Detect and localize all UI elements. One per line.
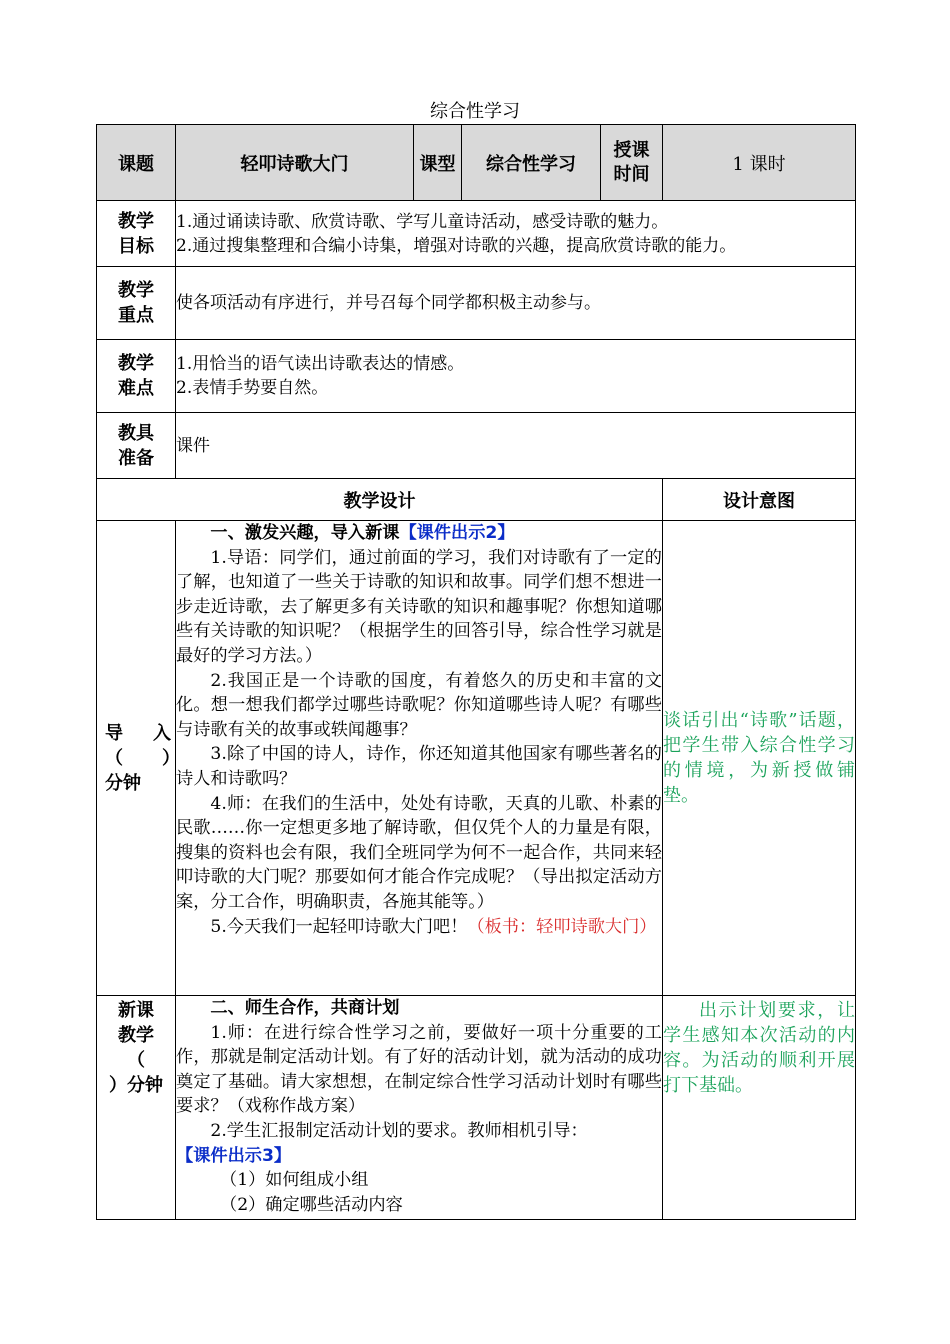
goals-label: 教学 目标 [97,201,176,267]
goals-row [97,201,856,267]
section1-paragraph: 1.导语：同学们，通过前面的学习，我们对诗歌有了一定的了解，也知道了一些关于诗歌的知识和故事。同学们想不想进一步走近诗歌，去了解更多有关诗歌的知识和趣事呢？你想知道哪些有关诗歌的知识呢？（根据学生的回答引导，综合性学习就是最好的学习方法。） [176,547,662,666]
section2-intent [663,996,856,1220]
topic-value: 轻叩诗歌大门 [176,125,414,201]
section1-content [176,521,663,996]
goal-item: 2.通过搜集整理和合编小诗集，增强对诗歌的兴趣，提高欣赏诗歌的能力。 [176,235,737,256]
difficulty-item: 2.表情手势要自然。 [176,378,329,398]
header-row [97,125,856,201]
section2-content [176,996,663,1220]
section2-paragraph: 2.学生汇报制定活动计划的要求。教师相机引导： [210,1120,588,1141]
section1-intent [663,521,856,996]
topic-label: 课题 [97,125,176,201]
section2-paragraph: 1.师：在进行综合性学习之前，要做好一项十分重要的工作，那就是制定活动计划。有了好的活动计划，就为活动的成功奠定了基础。请大家想想，在制定综合性学习活动计划时有哪些要求？（戏称作战方案） [176,1022,662,1117]
goal-item: 1.通过诵读诗歌、欣赏诗歌、学写儿童诗活动，感受诗歌的魅力。 [176,211,669,232]
section1-heading-tag: 【课件出示2】 [399,523,515,543]
lesson-plan-table [96,124,856,1220]
section1-paragraph: 4.师：在我们的生活中，处处有诗歌，天真的儿歌、朴素的民歌……你一定想更多地了解诗歌，但仅凭个人的力量是有限，搜集的资料也会有限，我们全班同学为何不一起合作，共同来轻叩诗歌的大门呢？那要如何才能合作完成呢？（导出拟定活动方案，分工合作，明确职责，各施其能等。） [176,793,662,912]
section2-stage: 新课 教学 （ ）分钟 [97,996,176,1220]
intent-header: 设计意图 [663,479,856,521]
section2-row [97,996,856,1220]
difficulty-item: 1.用恰当的语气读出诗歌表达的情感。 [176,354,465,374]
time-value: 1 课时 [663,125,856,201]
tools-row [97,413,856,479]
design-header-row [97,479,856,521]
section1-paragraph: 3.除了中国的诗人，诗作，你还知道其他国家有哪些著名的诗人和诗歌吗？ [176,744,662,789]
section1-heading: 一、激发兴趣，导入新课 [210,523,400,543]
difficulties-row [97,340,856,413]
type-value: 综合性学习 [462,125,601,201]
key-points-row [97,267,856,340]
difficulties-content [176,340,856,413]
section1-row [97,521,856,996]
goals-content [176,201,856,267]
key-points-content: 使各项活动有序进行，并号召每个同学都积极主动参与。 [176,267,856,340]
key-points-label: 教学 重点 [97,267,176,340]
difficulties-label: 教学 难点 [97,340,176,413]
section2-intent-text: 出示计划要求，让学生感知本次活动的内容。为活动的顺利开展打下基础。 [663,1000,855,1096]
section2-tag: 【课件出示3】 [176,1145,292,1166]
document-title: 综合性学习 [430,101,520,122]
tools-label: 教具 准备 [97,413,176,479]
section2-list-item: （2）确定哪些活动内容 [220,1194,403,1215]
time-label: 授课 时间 [601,125,663,201]
design-header: 教学设计 [97,479,663,521]
type-label: 课型 [414,125,462,201]
section1-last-paragraph: 5.今天我们一起轻叩诗歌大门吧！ [210,916,468,937]
section1-board-note: （板书：轻叩诗歌大门） [467,916,657,937]
section1-stage: 导入（ ）分钟 [97,521,176,996]
section1-intent-text: 谈话引出“诗歌”话题，把学生带入综合性学习的情境，为新授做铺垫。 [663,710,855,806]
section2-heading: 二、师生合作，共商计划 [210,998,400,1018]
section1-paragraph: 2.我国正是一个诗歌的国度，有着悠久的历史和丰富的文化。想一想我们都学过哪些诗歌呢？你知道哪些诗人呢？有哪些与诗歌有关的故事或轶闻趣事？ [176,670,662,740]
section2-list-item: （1）如何组成小组 [220,1170,369,1191]
tools-content: 课件 [176,413,856,479]
